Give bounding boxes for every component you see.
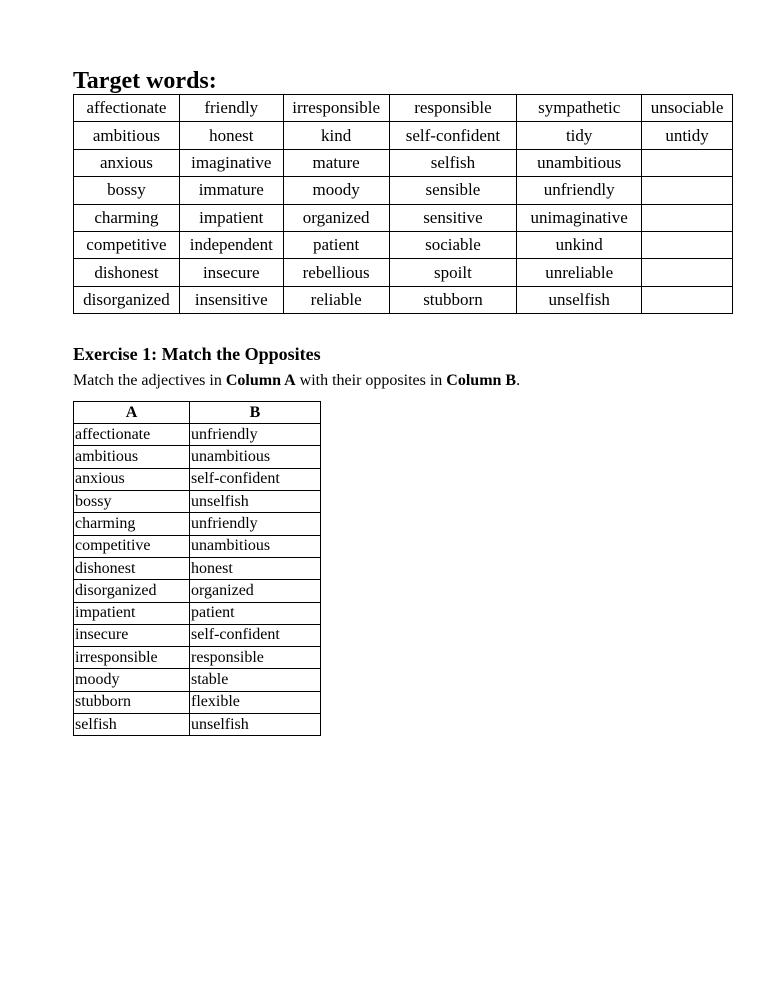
column-a-cell: disorganized: [74, 580, 190, 602]
target-word-cell: [642, 177, 733, 204]
column-b-name: Column B: [446, 372, 517, 390]
target-words-row: [74, 259, 733, 286]
target-word-cell: competitive: [74, 231, 180, 258]
match-header-row: [74, 402, 321, 424]
target-word-cell: charming: [74, 204, 180, 231]
target-word-cell: stubborn: [389, 286, 517, 313]
column-b-header: B: [190, 402, 321, 424]
match-row: [74, 580, 321, 602]
column-a-cell: bossy: [74, 491, 190, 513]
target-word-cell: irresponsible: [283, 95, 389, 122]
target-word-cell: insecure: [179, 259, 283, 286]
column-a-cell: affectionate: [74, 424, 190, 446]
match-row: [74, 669, 321, 691]
match-row: [74, 647, 321, 669]
column-b-cell: honest: [190, 557, 321, 579]
target-word-cell: responsible: [389, 95, 517, 122]
instruction-pre: Match the adjectives in: [73, 372, 226, 390]
column-a-cell: dishonest: [74, 557, 190, 579]
target-word-cell: untidy: [642, 122, 733, 149]
exercise-instruction: [73, 371, 733, 391]
column-b-cell: organized: [190, 580, 321, 602]
target-word-cell: friendly: [179, 95, 283, 122]
match-row: [74, 535, 321, 557]
target-word-cell: mature: [283, 149, 389, 176]
column-b-cell: unselfish: [190, 491, 321, 513]
target-word-cell: [642, 286, 733, 313]
column-a-cell: ambitious: [74, 446, 190, 468]
page-title: Target words:: [73, 68, 217, 94]
match-row: [74, 624, 321, 646]
match-row: [74, 424, 321, 446]
column-a-cell: anxious: [74, 468, 190, 490]
target-word-cell: [642, 204, 733, 231]
column-b-cell: stable: [190, 669, 321, 691]
target-word-cell: ambitious: [74, 122, 180, 149]
target-word-cell: unimaginative: [517, 204, 642, 231]
target-word-cell: sympathetic: [517, 95, 642, 122]
target-word-cell: self-confident: [389, 122, 517, 149]
target-words-row: [74, 122, 733, 149]
match-row: [74, 468, 321, 490]
target-word-cell: patient: [283, 231, 389, 258]
target-word-cell: unsociable: [642, 95, 733, 122]
column-b-cell: flexible: [190, 691, 321, 713]
target-word-cell: organized: [283, 204, 389, 231]
target-word-cell: reliable: [283, 286, 389, 313]
column-b-cell: unambitious: [190, 535, 321, 557]
target-word-cell: unambitious: [517, 149, 642, 176]
target-word-cell: unkind: [517, 231, 642, 258]
column-b-cell: unambitious: [190, 446, 321, 468]
column-a-cell: competitive: [74, 535, 190, 557]
target-word-cell: unreliable: [517, 259, 642, 286]
column-b-cell: self-confident: [190, 624, 321, 646]
column-a-name: Column A: [225, 372, 296, 390]
target-words-row: [74, 286, 733, 313]
match-row: [74, 513, 321, 535]
target-words-row: [74, 149, 733, 176]
target-word-cell: bossy: [74, 177, 180, 204]
column-a-cell: moody: [74, 669, 190, 691]
column-b-cell: unselfish: [190, 713, 321, 735]
instruction-post: .: [516, 372, 521, 390]
column-b-cell: self-confident: [190, 468, 321, 490]
target-word-cell: sensitive: [389, 204, 517, 231]
column-a-cell: impatient: [74, 602, 190, 624]
column-b-cell: patient: [190, 602, 321, 624]
column-b-cell: unfriendly: [190, 424, 321, 446]
target-word-cell: unfriendly: [517, 177, 642, 204]
column-a-cell: charming: [74, 513, 190, 535]
target-word-cell: selfish: [389, 149, 517, 176]
target-words-table: [73, 94, 733, 314]
target-word-cell: dishonest: [74, 259, 180, 286]
target-word-cell: affectionate: [74, 95, 180, 122]
match-row: [74, 491, 321, 513]
match-table: [73, 401, 321, 736]
target-word-cell: disorganized: [74, 286, 180, 313]
target-word-cell: spoilt: [389, 259, 517, 286]
target-word-cell: insensitive: [179, 286, 283, 313]
target-word-cell: tidy: [517, 122, 642, 149]
target-words-row: [74, 177, 733, 204]
target-word-cell: sociable: [389, 231, 517, 258]
column-a-cell: insecure: [74, 624, 190, 646]
target-word-cell: independent: [179, 231, 283, 258]
target-word-cell: anxious: [74, 149, 180, 176]
target-word-cell: kind: [283, 122, 389, 149]
column-a-cell: selfish: [74, 713, 190, 735]
exercise-heading: Exercise 1: Match the Opposites: [73, 344, 321, 365]
target-words-row: [74, 95, 733, 122]
target-word-cell: honest: [179, 122, 283, 149]
target-word-cell: rebellious: [283, 259, 389, 286]
target-word-cell: [642, 231, 733, 258]
target-word-cell: moody: [283, 177, 389, 204]
column-a-cell: stubborn: [74, 691, 190, 713]
target-word-cell: impatient: [179, 204, 283, 231]
target-words-row: [74, 204, 733, 231]
column-b-cell: responsible: [190, 647, 321, 669]
match-row: [74, 446, 321, 468]
match-row: [74, 691, 321, 713]
target-word-cell: [642, 259, 733, 286]
match-row: [74, 557, 321, 579]
match-row: [74, 602, 321, 624]
column-b-cell: unfriendly: [190, 513, 321, 535]
target-word-cell: unselfish: [517, 286, 642, 313]
target-word-cell: immature: [179, 177, 283, 204]
column-a-header: A: [74, 402, 190, 424]
match-row: [74, 713, 321, 735]
instruction-mid: with their opposites in: [295, 372, 447, 390]
target-word-cell: imaginative: [179, 149, 283, 176]
target-word-cell: [642, 149, 733, 176]
document-page: [73, 66, 733, 736]
column-a-cell: irresponsible: [74, 647, 190, 669]
target-words-row: [74, 231, 733, 258]
target-word-cell: sensible: [389, 177, 517, 204]
